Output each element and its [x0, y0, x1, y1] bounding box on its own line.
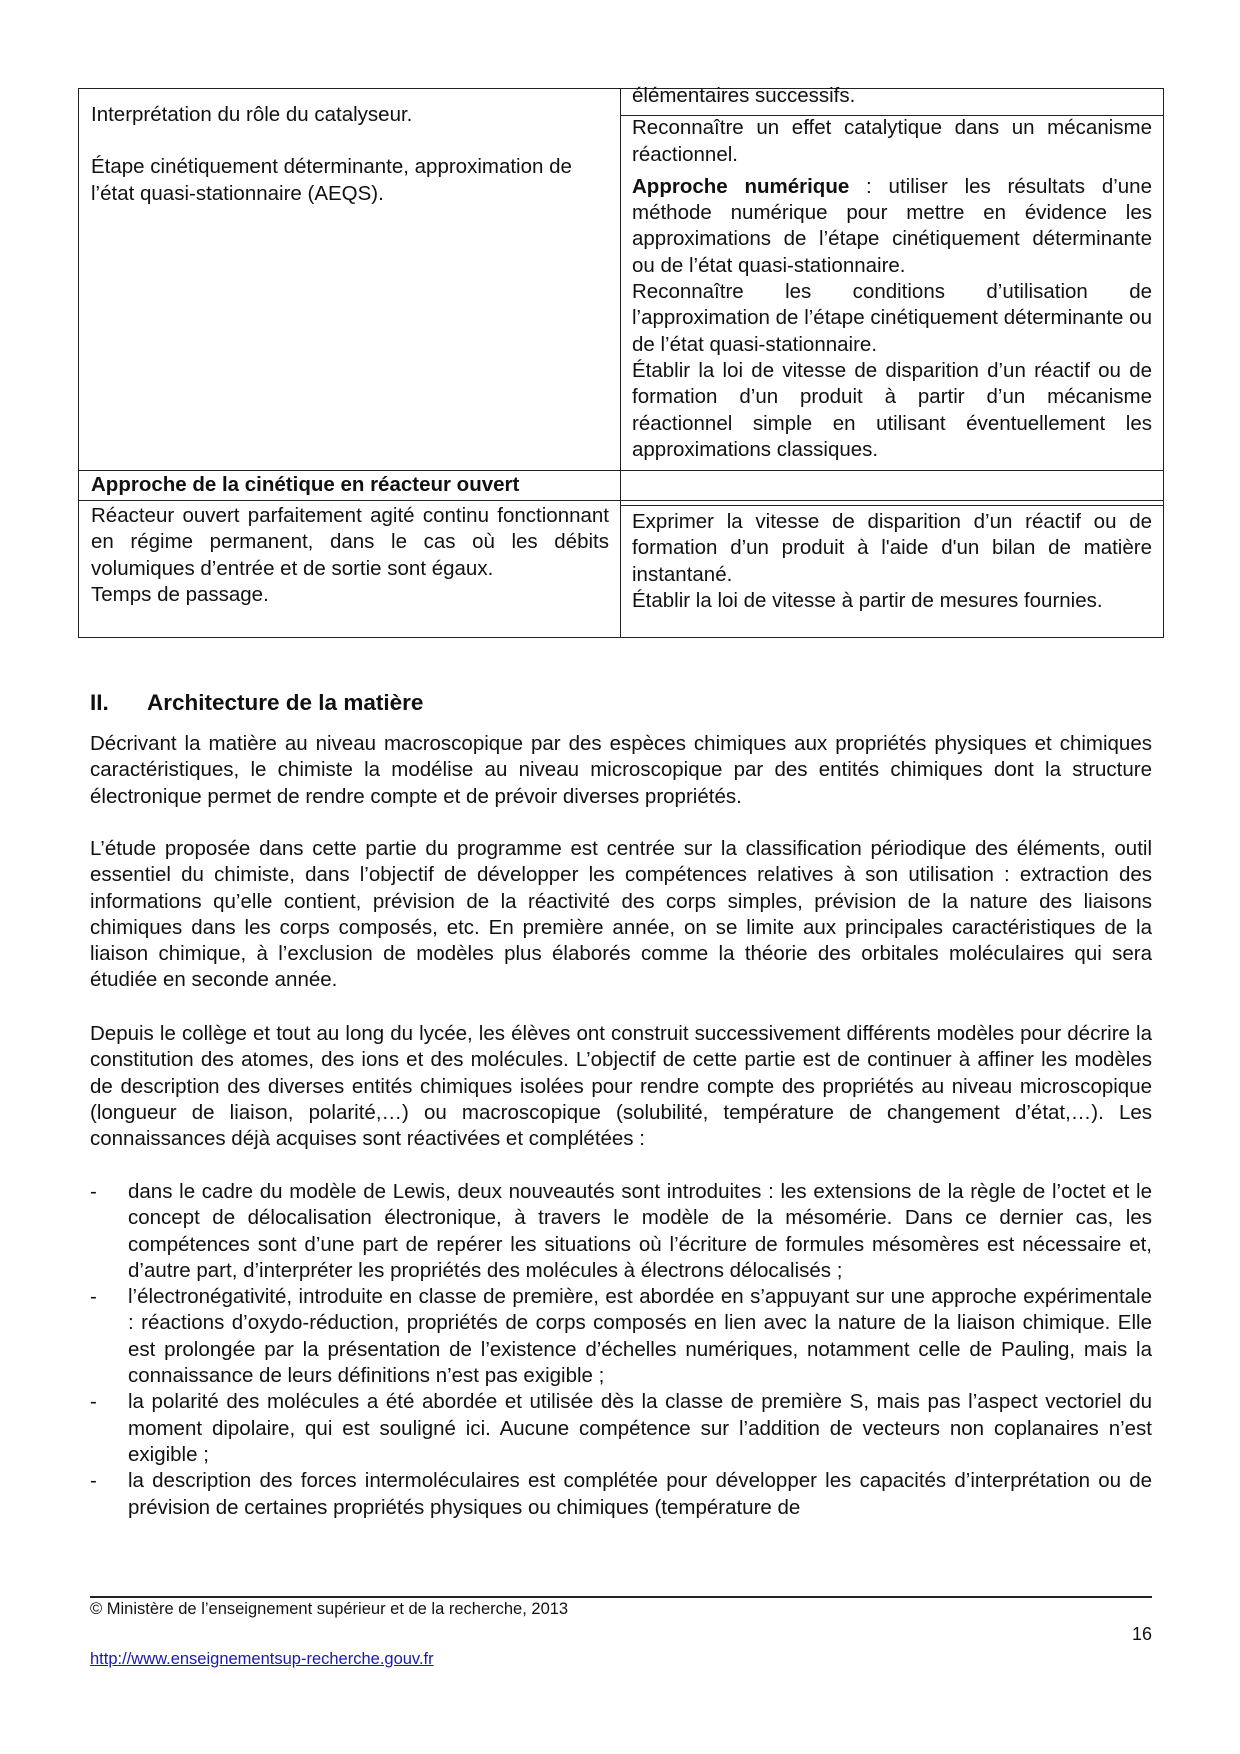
- footer-divider: [90, 1596, 1152, 1598]
- notion-passage-time: Temps de passage.: [91, 582, 269, 606]
- table-cell-reactor-notions: [91, 503, 609, 608]
- list-item: [90, 1468, 1152, 1521]
- paragraph-classification: [90, 836, 1152, 994]
- list-item-text: l’électronégativité, introduite en classe de première, est abordée en s’appuyant sur une approche expérimentale : réactions d’oxydo-réduction, propriétés de corps composés en lien avec la nature de la liaison chimique. Elle est prolongée par la présentation de l’existence d’échelles numériques, notamment celle de Pauling, mais la connaissance de leurs définitions n’est pas exigible ;: [128, 1285, 1152, 1388]
- list-item: [90, 1179, 1152, 1284]
- capacity-rate-law: Établir la loi de vitesse de disparition d’un réactif ou de formation d’un produit à partir d’un mécanisme réactionnel simple en utilisant éventuellement les approximations classiques.: [632, 358, 1152, 461]
- table-subheading: Approche de la cinétique en réacteur ouvert: [91, 473, 520, 496]
- capacity-numerical-approach: [632, 174, 1152, 279]
- notion-reactor: Réacteur ouvert parfaitement agité continu fonctionnant en régime permanent, dans le cas où les débits volumiques d’entrée et de sortie sont égaux.: [91, 504, 609, 580]
- paragraph-text: Depuis le collège et tout au long du lycée, les élèves ont construit successivement différents modèles pour décrire la constitution des atomes, des ions et des molécules. L’objectif de cette partie est de continuer à affiner les modèles de description des diverses entités chimiques isolées pour rendre compte des propriétés au niveau microscopique (longueur de liaison, polarité,…) ou macroscopique (solubilité, température de changement d’état,…). Les connaissances déjà acquises sont réactivées et complétées :: [90, 1022, 1152, 1151]
- bullet-dash: -: [90, 1390, 97, 1414]
- bullet-dash: -: [90, 1469, 97, 1493]
- table-row-divider: [79, 470, 1163, 471]
- section-heading: [90, 690, 423, 716]
- table-cell-reactor-capacities: [632, 509, 1152, 614]
- list-item-text: dans le cadre du modèle de Lewis, deux nouveautés sont introduites : les extensions de la règle de l’octet et le concept de délocalisation électronique, à travers le modèle de la mésomérie. Dans ce dernier cas, les compétences sont d’une part de repérer les situations où l’écriture de formules mésomères est nécessaire et, d’autre part, d’interpréter les propriétés des molécules à électrons délocalisés ;: [128, 1180, 1152, 1282]
- table-cell-capacities: [632, 83, 1152, 463]
- bullet-list: [90, 1179, 1152, 1521]
- capacity-mass-balance: Exprimer la vitesse de disparition d’un réactif ou de formation d’un produit à l'aide d'un bilan de matière instantané.: [632, 510, 1152, 586]
- notion-catalyst: Interprétation du rôle du catalyseur.: [91, 103, 413, 126]
- capacity-carry-over: élémentaires successifs.: [632, 84, 856, 107]
- list-item: [90, 1389, 1152, 1468]
- footer-website-link[interactable]: http://www.enseignementsup-recherche.gouv.fr: [90, 1650, 434, 1668]
- section-number: II.: [90, 690, 109, 715]
- list-item-text: la description des forces intermoléculaires est complétée pour développer les capacités d’interprétation ou de prévision de certaines propriétés physiques ou chimiques (température de: [128, 1469, 1152, 1519]
- table-column-divider: [620, 89, 621, 637]
- capacity-approximation-conditions: Reconnaître les conditions d’utilisation de l’approximation de l’étape cinétiquement déterminante ou de l’état quasi-stationnaire.: [632, 280, 1152, 356]
- section-title: Architecture de la matière: [147, 690, 424, 715]
- footer-copyright: © Ministère de l’enseignement supérieur et de la recherche, 2013: [90, 1600, 569, 1618]
- notion-aeqs: Étape cinétiquement déterminante, approximation de l’état quasi-stationnaire (AEQS).: [91, 155, 572, 205]
- bullet-dash: -: [90, 1285, 97, 1309]
- paragraph-models: [90, 1021, 1152, 1152]
- capacity-rate-law-measures: Établir la loi de vitesse à partir de mesures fournies.: [632, 588, 1103, 612]
- list-item-text: la polarité des molécules a été abordée et utilisée dès la classe de première S, mais pas l’aspect vectoriel du moment dipolaire, qui est souligné ici. Aucune compétence sur l’addition de vecteurs non coplanaires n’est exigible ;: [128, 1390, 1152, 1466]
- table-cell-notions: [91, 102, 609, 207]
- bullet-dash: -: [90, 1180, 97, 1203]
- list-item: [90, 1284, 1152, 1389]
- table-row-divider: [79, 500, 1163, 501]
- numerical-approach-label: Approche numérique: [632, 174, 850, 198]
- paragraph-text: L’étude proposée dans cette partie du programme est centrée sur la classification périodique des éléments, outil essentiel du chimiste, dans l’objectif de développer les compétences relatives à son utilisation : extraction des informations qu’elle contient, prévision de la réactivité des corps simples, prévision de la nature des liaisons chimiques dans les corps composés, etc. En première année, on se limite aux principales caractéristiques de la liaison chimique, à l’exclusion de modèles plus élaborés comme la théorie des orbitales moléculaires qui sera étudiée en seconde année.: [90, 837, 1152, 992]
- table-row-divider: [620, 505, 1163, 506]
- paragraph-text: Décrivant la matière au niveau macroscopique par des espèces chimiques aux propriétés physiques et chimiques caractéristiques, le chimiste la modélise au niveau microscopique par des entités chimiques dont la structure électronique permet de rendre compte et de prévoir diverses propriétés.: [90, 732, 1152, 808]
- page-number: 16: [1131, 1624, 1152, 1644]
- programme-table: [78, 84, 1164, 638]
- numerical-approach-text: : utiliser les résultats d’une méthode numérique pour mettre en évidence les approximations de l’étape cinétiquement déterminante ou de l’état quasi-stationnaire.: [632, 174, 1152, 277]
- capacity-catalytic-effect: Reconnaître un effet catalytique dans un mécanisme réactionnel.: [632, 116, 1152, 166]
- paragraph-intro: [90, 731, 1152, 810]
